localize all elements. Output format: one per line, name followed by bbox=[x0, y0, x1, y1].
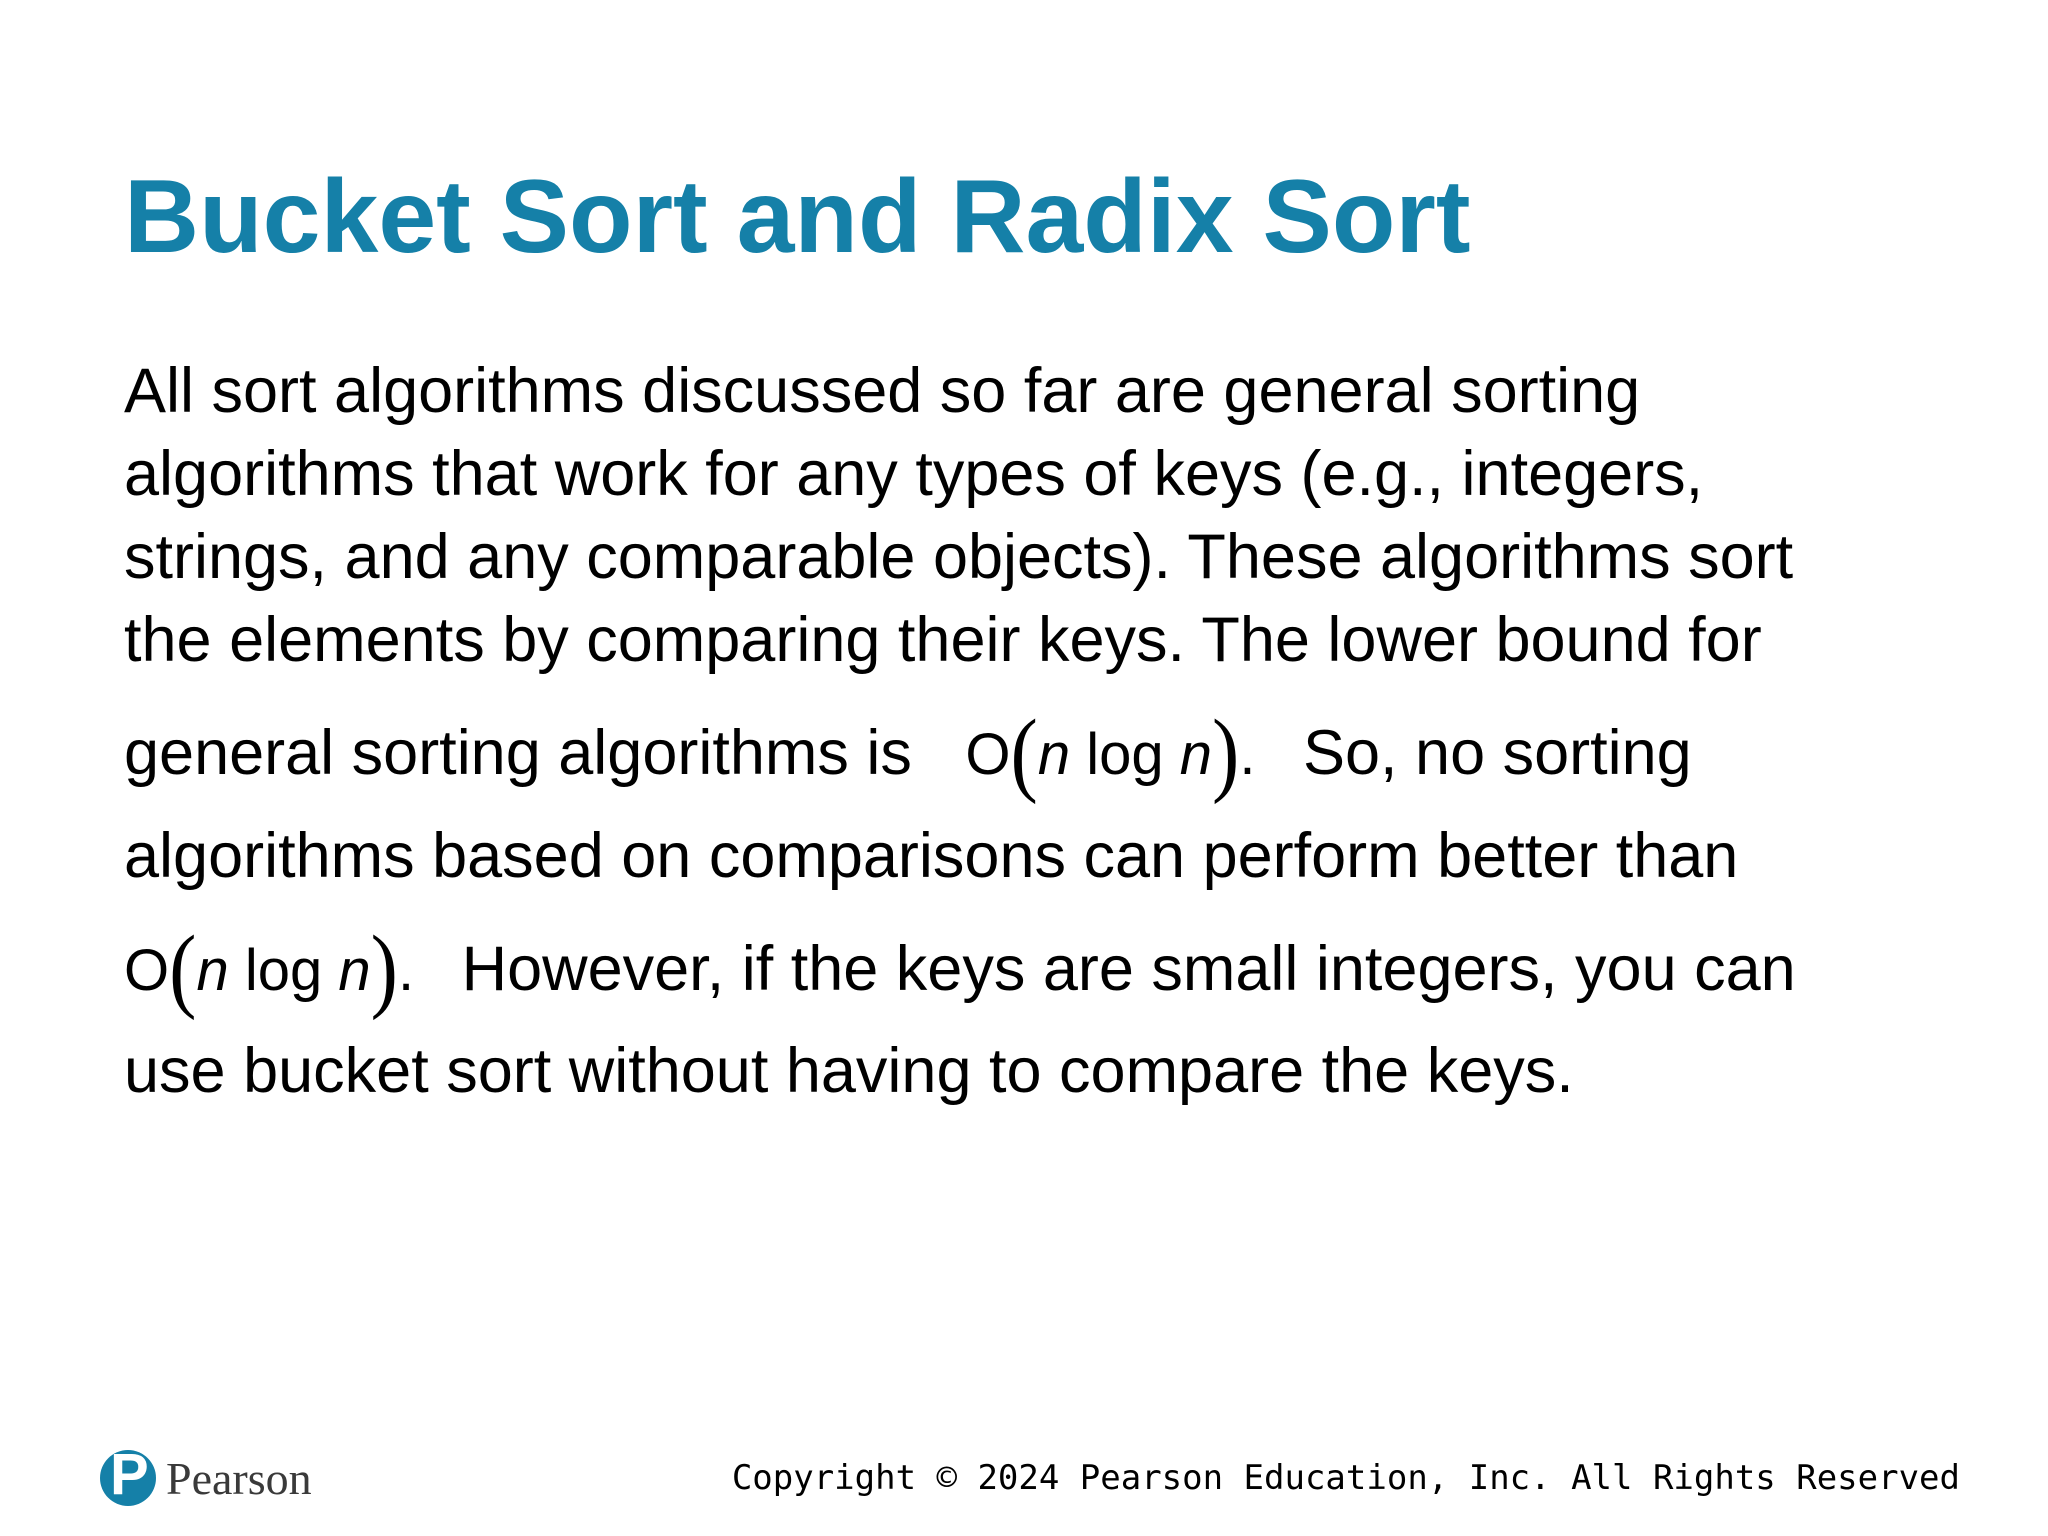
close-paren: ) bbox=[370, 916, 398, 1021]
math-period: . bbox=[1239, 722, 1256, 787]
body-line-4: the elements by comparing their keys. The lower bound for bbox=[124, 605, 1762, 675]
body-line-7-text-after: However, if the keys are small integers, you can bbox=[461, 934, 1796, 1004]
open-paren: ( bbox=[169, 916, 197, 1021]
math-n: n bbox=[338, 938, 371, 1003]
body-line-5 bbox=[124, 700, 1692, 805]
slide-title: Bucket Sort and Radix Sort bbox=[124, 159, 1471, 275]
big-o-symbol: O bbox=[124, 938, 170, 1003]
body-line-1: All sort algorithms discussed so far are general sorting bbox=[124, 356, 1641, 426]
pearson-logo-wordmark: Pearson bbox=[166, 1452, 312, 1504]
pearson-logo-icon bbox=[100, 1450, 156, 1506]
big-o-symbol: O bbox=[965, 722, 1011, 787]
body-line-8: use bucket sort without having to compare the keys. bbox=[124, 1036, 1574, 1106]
math-period: . bbox=[397, 938, 415, 1003]
pearson-logo bbox=[100, 1450, 312, 1506]
body-line-3: strings, and any comparable objects). These algorithms sort bbox=[124, 522, 1794, 592]
math-log: log bbox=[244, 938, 323, 1003]
body-line-5-text-before: general sorting algorithms is bbox=[124, 718, 912, 788]
open-paren: ( bbox=[1010, 700, 1038, 805]
pearson-logo-letter: P bbox=[110, 1450, 149, 1506]
copyright-notice: Copyright © 2024 Pearson Education, Inc. All Rights Reserved bbox=[731, 1458, 1960, 1498]
body-line-6: algorithms based on comparisons can perform better than bbox=[124, 821, 1739, 891]
math-n: n bbox=[1179, 722, 1213, 787]
big-o-formula bbox=[965, 700, 1256, 805]
body-line-2: algorithms that work for any types of keys (e.g., integers, bbox=[124, 439, 1704, 509]
body-line-5-text-after: So, no sorting bbox=[1302, 718, 1692, 788]
body-line-7 bbox=[124, 916, 1796, 1021]
big-o-formula bbox=[124, 916, 415, 1021]
math-n: n bbox=[196, 938, 229, 1003]
math-log: log bbox=[1086, 722, 1164, 787]
close-paren: ) bbox=[1212, 700, 1240, 805]
math-n: n bbox=[1037, 722, 1071, 787]
